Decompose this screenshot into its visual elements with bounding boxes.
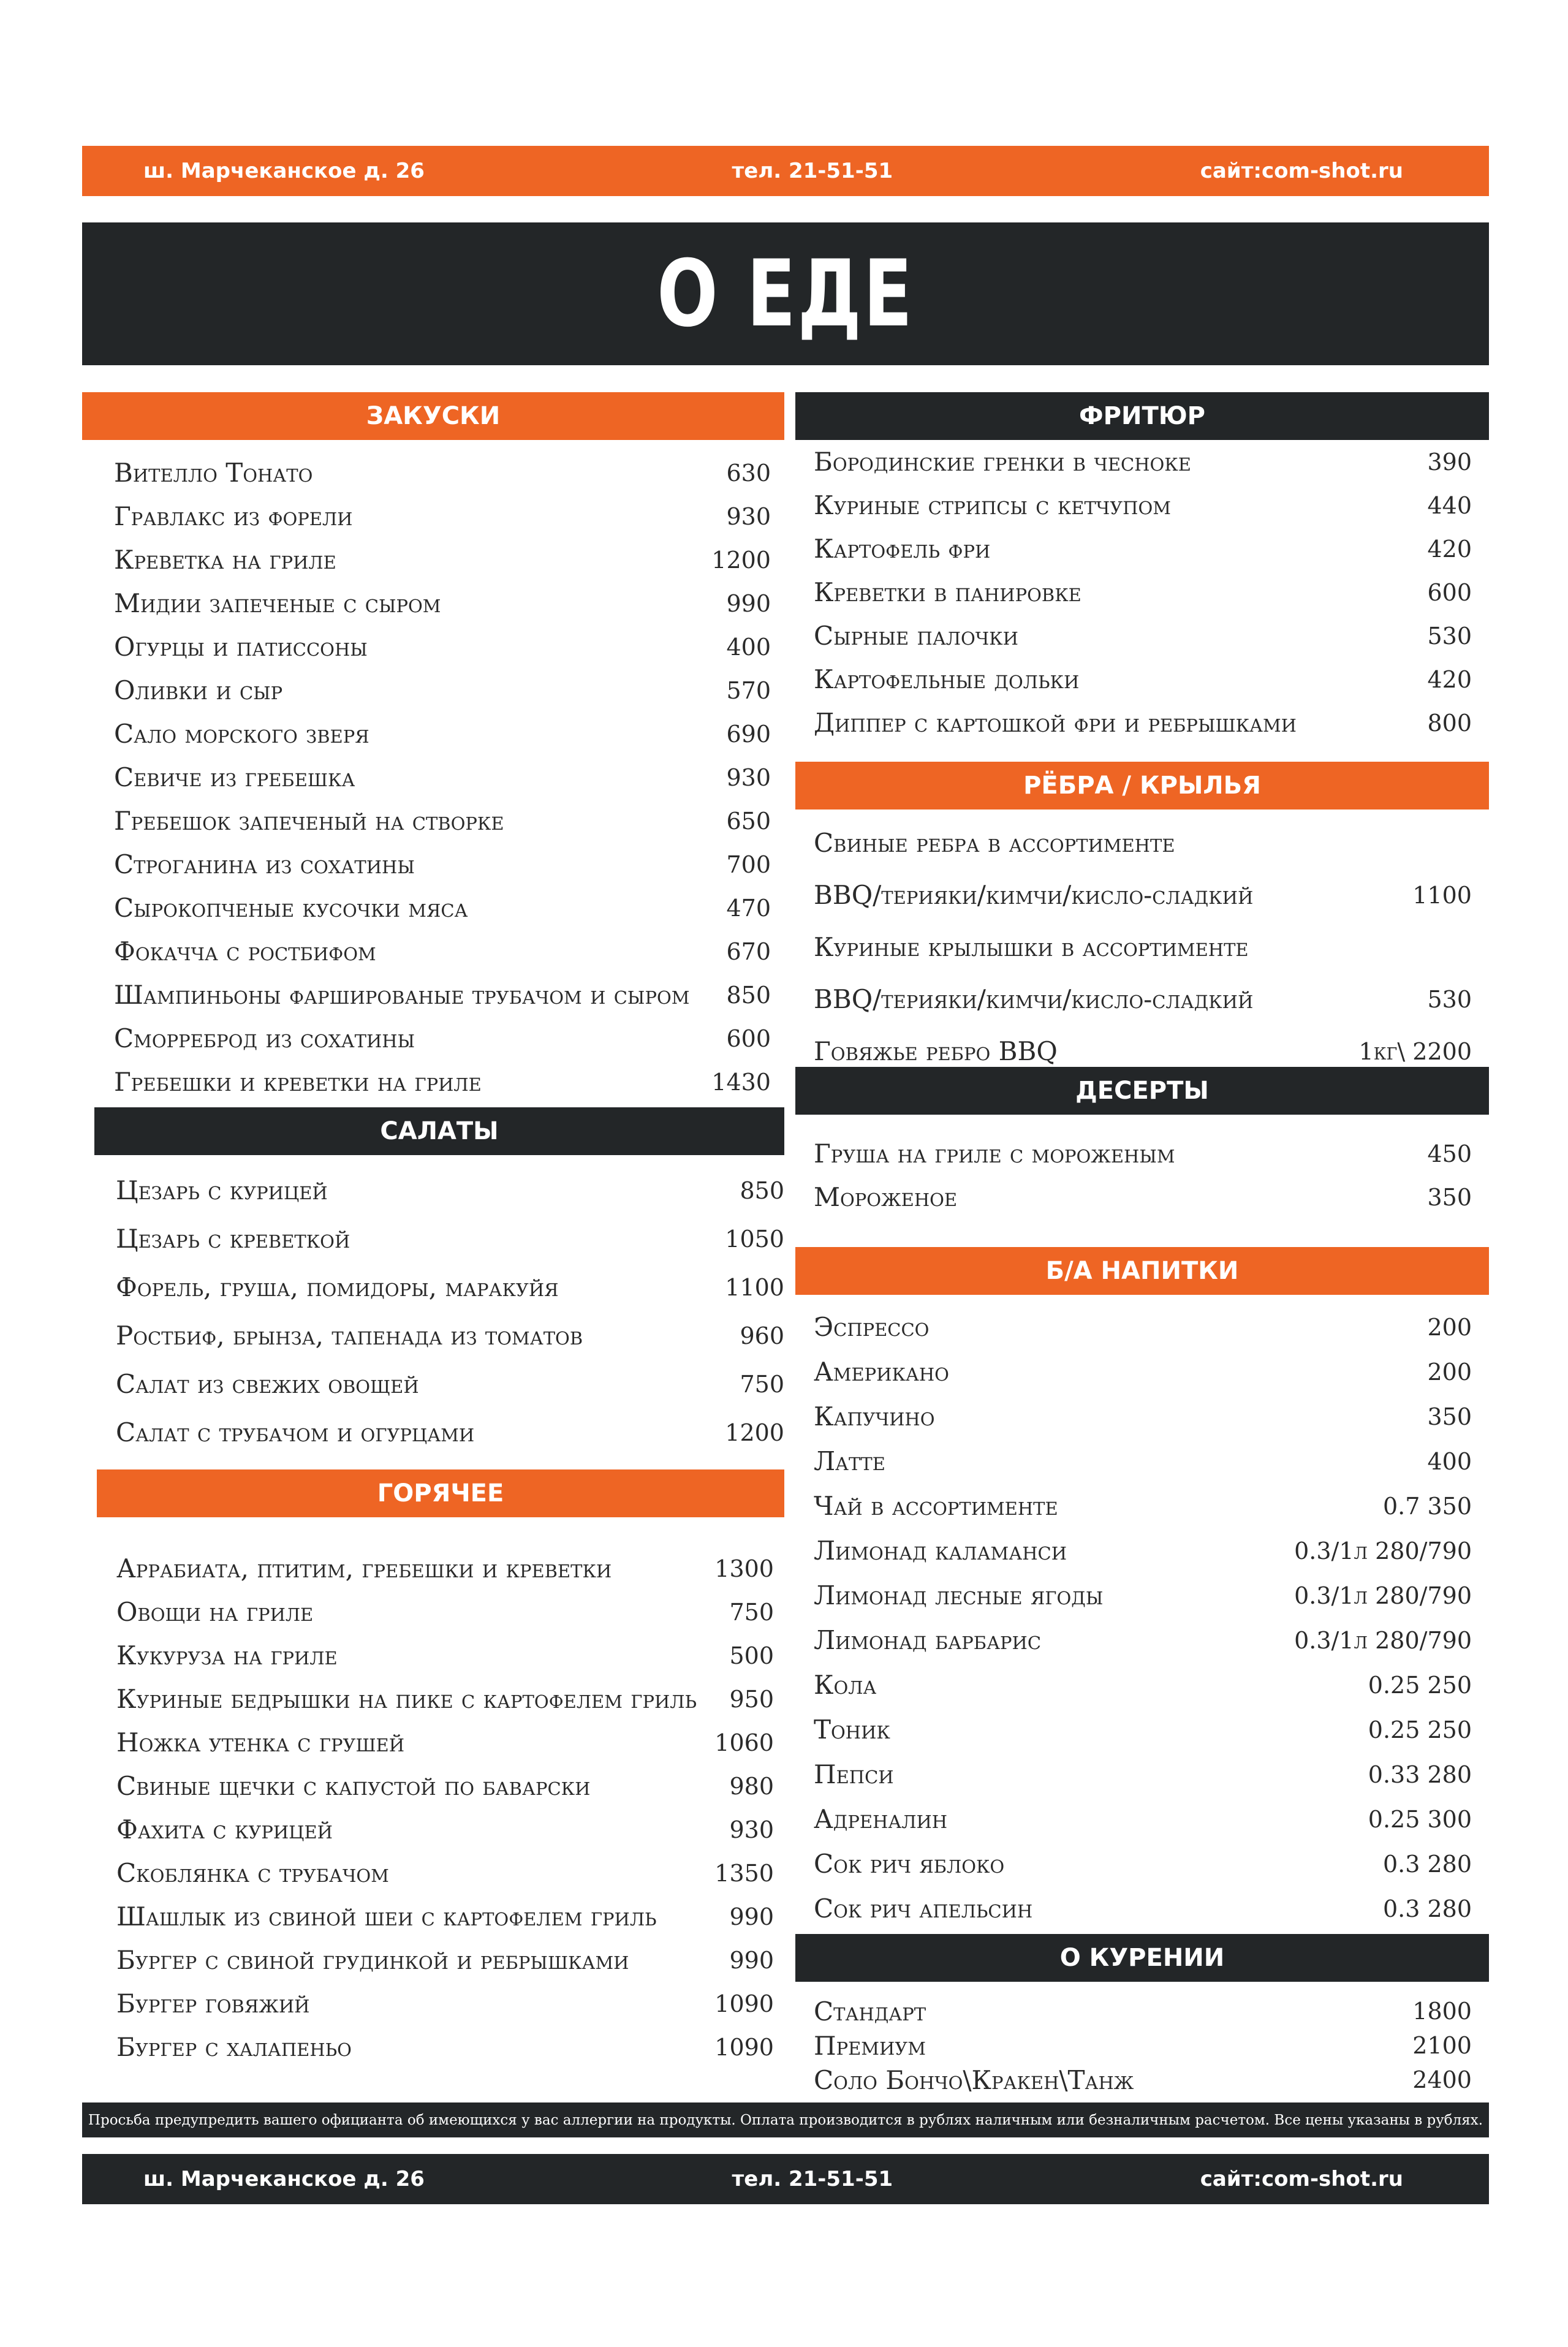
menu-item-name: Бургер с свиной грудинкой и ребрышками [116, 1945, 629, 1975]
menu-item-price: 1090 [714, 1990, 774, 2017]
menu-item [814, 1349, 1472, 1394]
menu-item [814, 1305, 1472, 1349]
menu-item-name: Вителло Тонато [114, 458, 313, 488]
menu-item-price: 1060 [714, 1729, 774, 1756]
menu-item-price: 0.3 280 [1382, 1850, 1472, 1878]
menu-item-price: 1кг\ 2200 [1358, 1037, 1472, 1065]
menu-item-price: 630 [726, 459, 771, 487]
menu-item [814, 1439, 1472, 1484]
menu-item-name: Свиные ребра в ассортименте [814, 828, 1175, 858]
address-text: ш. Марчеканское д. 26 [143, 159, 425, 183]
menu-item [814, 1841, 1472, 1886]
menu-item-name: BBQ/терияки/кимчи/кисло-сладкий [814, 984, 1254, 1014]
site-link[interactable]: сайт:com-shot.ru [1200, 159, 1403, 183]
menu-item-name: Шампиньоны фаршированые трубачом и сыром [114, 980, 690, 1010]
menu-item-list [97, 1517, 784, 2069]
menu-item [116, 1166, 784, 1215]
menu-item-name: Картофельные дольки [814, 664, 1080, 694]
menu-item [114, 669, 771, 712]
menu-item-name: Премиум [814, 2030, 926, 2061]
menu-item-name: Сок рич апельсин [814, 1894, 1033, 1924]
menu-item [116, 1590, 774, 1634]
top-info-bar [82, 146, 1489, 196]
menu-item-name: Аррабиата, птитим, гребешки и креветки [116, 1553, 612, 1583]
section-goryachee [97, 1469, 784, 2069]
menu-item [114, 712, 771, 756]
menu-item [814, 658, 1472, 701]
menu-item-name: Креветки в панировке [814, 577, 1081, 607]
menu-item-price: 990 [729, 1903, 774, 1930]
menu-item-list [795, 810, 1489, 1077]
allergy-footnote: Просьба предупредить вашего официанта об имеющихся у вас аллергии на продукты. Оплата производится в рублях наличным или безналичным расчетом. Все цены указаны в рублях. [82, 2102, 1489, 2137]
address-text: ш. Марчеканское д. 26 [143, 2167, 425, 2191]
menu-item-price: 1100 [1412, 881, 1472, 909]
menu-item-price: 0.3/1л 280/790 [1294, 1626, 1472, 1654]
section-title: ЗАКУСКИ [82, 392, 784, 440]
menu-item-price: 650 [726, 807, 771, 835]
menu-item-name: Соло Бончо\Кракен\Танж [814, 2065, 1134, 2095]
menu-item [116, 1982, 774, 2025]
menu-item-name: Креветка на гриле [114, 545, 336, 575]
menu-item-price: 850 [740, 1177, 784, 1204]
menu-item-name: Латте [814, 1446, 885, 1476]
menu-item [116, 1408, 784, 1457]
menu-item-price: 930 [726, 502, 771, 530]
menu-item-price: 570 [726, 677, 771, 704]
menu-item [814, 1573, 1472, 1618]
menu-item-name: Лимонад каламанси [814, 1536, 1067, 1566]
menu-item [116, 1547, 774, 1590]
menu-item-name: Ростбиф, брынза, тапенада из томатов [116, 1321, 583, 1351]
menu-item-name: Цезарь с курицей [116, 1175, 328, 1205]
menu-item-price: 1430 [711, 1068, 771, 1096]
menu-item [116, 1360, 784, 1408]
menu-item-price: 980 [729, 1772, 774, 1800]
section-rebra [795, 762, 1489, 1077]
menu-item-name: Пепси [814, 1759, 894, 1789]
menu-item-price: 0.3 280 [1382, 1895, 1472, 1922]
menu-item-name: Сморреброд из сохатины [114, 1023, 415, 1053]
menu-item [116, 1721, 774, 1764]
menu-item [116, 1938, 774, 1982]
menu-item-price: 390 [1427, 448, 1472, 476]
bottom-info-bar [82, 2154, 1489, 2204]
menu-item-price: 350 [1427, 1183, 1472, 1211]
menu-item-name: Тоник [814, 1715, 890, 1745]
menu-item-price: 200 [1427, 1313, 1472, 1341]
menu-item-price: 0.3/1л 280/790 [1294, 1537, 1472, 1564]
menu-item-price: 930 [729, 1816, 774, 1843]
menu-item-price: 990 [726, 590, 771, 617]
menu-item [114, 538, 771, 582]
menu-item [116, 1808, 774, 1851]
menu-item-price: 670 [726, 938, 771, 965]
menu-item-price: 0.7 350 [1382, 1492, 1472, 1520]
menu-item-list [795, 1115, 1489, 1219]
menu-item-price: 960 [740, 1322, 784, 1349]
menu-item-name: Скоблянка с трубачом [116, 1858, 389, 1888]
menu-item-name: Лимонад барбарис [814, 1625, 1042, 1655]
menu-item-name: Куриные бедрышки на пике с картофелем гриль [116, 1684, 697, 1714]
menu-item-name: Чай в ассортименте [814, 1491, 1058, 1521]
menu-item [114, 1017, 771, 1060]
menu-item-price: 1300 [714, 1555, 774, 1582]
menu-item [814, 614, 1472, 658]
menu-item [814, 1528, 1472, 1573]
menu-item-price: 750 [740, 1370, 784, 1398]
menu-item-name: Сырокопченые кусочки мяса [114, 893, 468, 923]
menu-item [814, 571, 1472, 614]
menu-item-price: 470 [726, 894, 771, 922]
menu-item [116, 1634, 774, 1677]
menu-item-price: 0.25 250 [1368, 1671, 1472, 1699]
menu-item [814, 1618, 1472, 1663]
menu-item [814, 483, 1472, 527]
menu-item-price: 990 [729, 1946, 774, 1974]
menu-item-name: Форель, груша, помидоры, маракуйя [116, 1272, 559, 1302]
menu-item-name: Оливки и сыр [114, 675, 283, 705]
menu-item-price: 690 [726, 720, 771, 748]
menu-item [116, 1215, 784, 1263]
menu-item-name: Овощи на гриле [116, 1597, 314, 1627]
menu-item-list [82, 440, 784, 1104]
section-kurenie [795, 1934, 1489, 2097]
menu-item-name: Бургер говяжий [116, 1989, 310, 2019]
menu-item [114, 843, 771, 886]
menu-item-name: Мороженое [814, 1182, 958, 1212]
menu-item-price: 420 [1427, 535, 1472, 563]
menu-item [814, 973, 1472, 1025]
menu-item-price: 600 [1427, 578, 1472, 606]
menu-item-price: 750 [729, 1598, 774, 1626]
menu-item [814, 2063, 1472, 2097]
menu-item-price: 440 [1427, 491, 1472, 519]
menu-item-name: Американо [814, 1357, 949, 1387]
menu-item [814, 701, 1472, 745]
menu-item-price: 1200 [711, 546, 771, 574]
phone-text[interactable]: тел. 21-51-51 [732, 2167, 893, 2191]
menu-item-price: 500 [729, 1642, 774, 1669]
section-salaty [94, 1107, 784, 1457]
menu-item-price: 450 [1427, 1140, 1472, 1167]
section-title: РЁБРА / КРЫЛЬЯ [795, 762, 1489, 810]
menu-item-price: 200 [1427, 1358, 1472, 1386]
menu-item [814, 1707, 1472, 1752]
menu-item-price: 930 [726, 764, 771, 791]
menu-item [814, 1886, 1472, 1931]
page-title: О ЕДЕ [657, 240, 914, 347]
menu-item-price: 2400 [1412, 2066, 1472, 2093]
phone-text[interactable]: тел. 21-51-51 [732, 159, 893, 183]
menu-item-name: Сало морского зверя [114, 719, 369, 749]
menu-item-price: 420 [1427, 665, 1472, 693]
menu-item [814, 869, 1472, 921]
menu-item-name: Фахита с курицей [116, 1814, 333, 1845]
menu-item-price: 600 [726, 1025, 771, 1052]
section-title: САЛАТЫ [94, 1107, 784, 1155]
menu-item-name: Сок рич яблоко [814, 1849, 1005, 1879]
menu-item-name: Цезарь с креветкой [116, 1224, 350, 1254]
menu-item-price: 1050 [725, 1225, 784, 1253]
menu-item-name: Бургер с халапеньо [116, 2032, 352, 2062]
menu-item-name: Бородинские гренки в чесноке [814, 447, 1191, 477]
menu-item [114, 799, 771, 843]
menu-item [814, 1484, 1472, 1528]
menu-item-name: Картофель фри [814, 534, 991, 564]
menu-item-list [795, 440, 1489, 745]
menu-item [814, 1797, 1472, 1841]
menu-item-name: Груша на гриле с мороженым [814, 1139, 1175, 1169]
menu-item [114, 930, 771, 973]
menu-item [116, 1764, 774, 1808]
menu-item-price: 700 [726, 851, 771, 878]
menu-item-name: Куриные стрипсы с кетчупом [814, 490, 1171, 520]
menu-item [116, 1895, 774, 1938]
section-title: Б/А НАПИТКИ [795, 1247, 1489, 1295]
menu-item-price: 0.33 280 [1368, 1761, 1472, 1788]
menu-item-name: Мидии запеченые с сыром [114, 588, 441, 618]
menu-item-price: 530 [1427, 985, 1472, 1013]
menu-item [814, 527, 1472, 571]
menu-item-price: 2100 [1412, 2032, 1472, 2059]
section-napitki [795, 1247, 1489, 1931]
section-frityur [795, 392, 1489, 745]
menu-item [114, 582, 771, 625]
menu-item [814, 1132, 1472, 1175]
menu-item-price: 1100 [725, 1273, 784, 1301]
menu-item-name: Гравлакс из форели [114, 501, 353, 531]
menu-item-name: Эспрессо [814, 1312, 930, 1342]
menu-item-list [94, 1155, 784, 1457]
menu-item-price: 800 [1427, 709, 1472, 737]
menu-item-price: 350 [1427, 1403, 1472, 1430]
menu-item-name: Капучино [814, 1401, 935, 1431]
site-link[interactable]: сайт:com-shot.ru [1200, 2167, 1403, 2191]
menu-item-name: Севиче из гребешка [114, 762, 355, 792]
menu-item-price: 530 [1427, 622, 1472, 650]
menu-item-price: 1350 [714, 1859, 774, 1887]
menu-item [814, 1663, 1472, 1707]
menu-item-price: 950 [729, 1685, 774, 1713]
menu-item-price: 1200 [725, 1419, 784, 1446]
menu-item [814, 921, 1472, 973]
menu-item [116, 1677, 774, 1721]
menu-item [114, 1060, 771, 1104]
menu-item [116, 1851, 774, 1895]
menu-item-name: Салат из свежих овощей [116, 1369, 419, 1399]
section-deserty [795, 1067, 1489, 1219]
menu-item [814, 2028, 1472, 2063]
menu-item-name: Сырные палочки [814, 621, 1018, 651]
menu-item [814, 1394, 1472, 1439]
section-title: ДЕСЕРТЫ [795, 1067, 1489, 1115]
menu-item-name: Кукуруза на гриле [116, 1640, 338, 1670]
menu-item-price: 400 [726, 633, 771, 661]
menu-item-name: Шашлык из свиной шеи с картофелем гриль [116, 1901, 657, 1932]
menu-item [116, 1311, 784, 1360]
menu-item-name: Адреналин [814, 1804, 948, 1834]
menu-item [814, 440, 1472, 483]
section-zakuski [82, 392, 784, 1104]
menu-item [114, 495, 771, 538]
menu-item-name: Ножка утенка с грушей [116, 1727, 405, 1757]
menu-item-price: 1090 [714, 2033, 774, 2061]
menu-item-name: Гребешки и креветки на гриле [114, 1067, 482, 1097]
menu-item [814, 1994, 1472, 2028]
menu-item-price: 400 [1427, 1447, 1472, 1475]
menu-item [814, 817, 1472, 869]
menu-item-price: 0.25 250 [1368, 1716, 1472, 1743]
menu-item-name: Говяжье ребро BBQ [814, 1036, 1058, 1066]
menu-item-name: Стандарт [814, 1996, 926, 2027]
menu-item-price: 0.3/1л 280/790 [1294, 1582, 1472, 1609]
menu-item [116, 2025, 774, 2069]
page-title-banner [82, 222, 1489, 365]
menu-item-name: Диппер с картошкой фри и ребрышками [814, 708, 1297, 738]
menu-item-name: BBQ/терияки/кимчи/кисло-сладкий [814, 880, 1254, 910]
menu-item-list [795, 1295, 1489, 1931]
menu-item [116, 1263, 784, 1311]
menu-item [814, 1175, 1472, 1219]
menu-item-price: 850 [726, 981, 771, 1009]
menu-item-name: Огурцы и патиссоны [114, 632, 368, 662]
section-title: ФРИТЮР [795, 392, 1489, 440]
menu-item-name: Кола [814, 1670, 877, 1700]
section-title: О КУРЕНИИ [795, 1934, 1489, 1982]
menu-item-name: Гребешок запеченый на створке [114, 806, 504, 836]
menu-item-list [795, 1982, 1489, 2097]
menu-item [114, 886, 771, 930]
menu-item-name: Салат с трубачом и огурцами [116, 1417, 475, 1447]
menu-item [114, 756, 771, 799]
menu-item [814, 1752, 1472, 1797]
menu-item [114, 973, 771, 1017]
menu-item-price: 0.25 300 [1368, 1805, 1472, 1833]
menu-item [114, 625, 771, 669]
menu-item-name: Свиные щечки с капустой по баварски [116, 1771, 591, 1801]
menu-item-name: Лимонад лесные ягоды [814, 1580, 1104, 1610]
section-title: ГОРЯЧЕЕ [97, 1469, 784, 1517]
menu-item-name: Фокачча с ростбифом [114, 936, 376, 966]
menu-item-price: 1800 [1412, 1998, 1472, 2025]
menu-item [114, 451, 771, 495]
menu-item-name: Куриные крылышки в ассортименте [814, 932, 1249, 962]
menu-item-name: Строганина из сохатины [114, 849, 415, 879]
